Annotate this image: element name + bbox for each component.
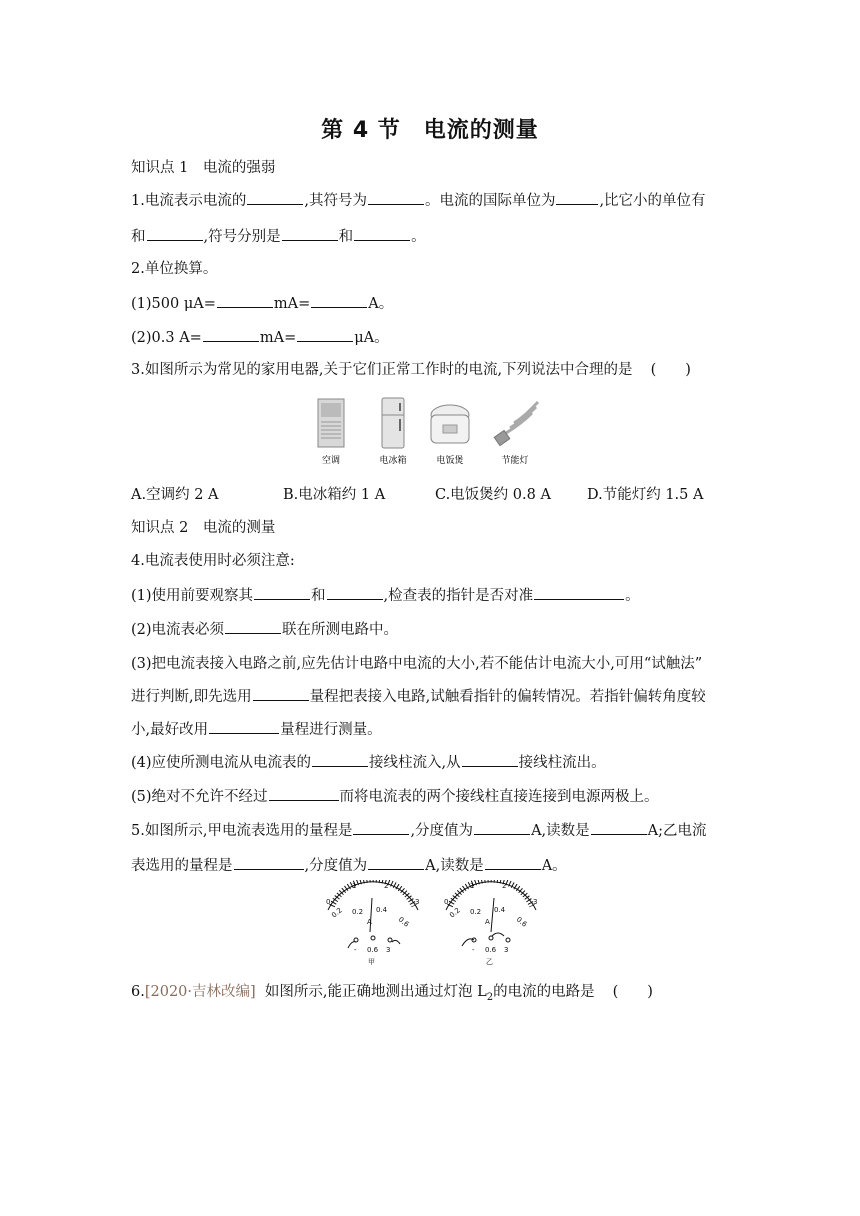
- scale-label: 0.2: [352, 908, 364, 916]
- q5-text: A,读数是: [531, 823, 590, 839]
- appliances-figure: [310, 395, 550, 470]
- air-conditioner-image: [318, 399, 344, 447]
- answer-paren[interactable]: ( ): [650, 362, 691, 378]
- q1-text-h: 。: [411, 229, 426, 245]
- q1-text-g: 和: [338, 229, 354, 245]
- ammeter-jia: [326, 880, 419, 966]
- q4-text: (1)使用前要观察其: [131, 588, 254, 604]
- q4-text: 量程把表接入电路,试触看指针的偏转情况。若指针偏转角度较: [309, 689, 706, 705]
- q1-text-e: 和: [131, 229, 146, 245]
- q4-text: (2)电流表必须: [131, 622, 225, 638]
- q4-text: 而将电流表的两个接线柱直接连接到电源两极上。: [339, 789, 659, 805]
- unit-label: A: [367, 918, 372, 926]
- answer-blank[interactable]: [353, 820, 409, 835]
- q6-stem: 6.[2020·吉林改编] 如图所示,能正确地测出通过灯泡 $L_2$的电流的电路是 ( ): [131, 984, 653, 1003]
- caption-energy-saving-lamp: 节能灯: [501, 456, 529, 466]
- scale-label: 0.6: [396, 915, 411, 929]
- meter-label: 甲: [368, 958, 375, 966]
- q2-line-2: [131, 327, 389, 348]
- answer-blank[interactable]: [209, 719, 279, 734]
- q1-line-2: [131, 226, 426, 247]
- needle: [370, 898, 372, 932]
- page-title: 第 4 节 电流的测量: [321, 118, 539, 143]
- terminal-label: 0.6: [485, 946, 497, 954]
- q3-options: [131, 485, 703, 505]
- answer-blank[interactable]: [556, 190, 598, 205]
- q4-line-2: [131, 619, 398, 640]
- q1-text-d: ,比它小的单位有: [599, 193, 706, 209]
- answer-blank[interactable]: [591, 820, 647, 835]
- answer-blank[interactable]: [254, 585, 310, 600]
- q5-text: ,分度值为: [410, 823, 474, 839]
- q6-subscript: 2: [486, 991, 494, 1003]
- answer-blank[interactable]: [269, 786, 339, 801]
- q2-text: mA=: [259, 330, 297, 346]
- q5-text: A。: [541, 858, 567, 874]
- q3-stem: [131, 360, 691, 380]
- scale-label: 0.6: [514, 915, 529, 929]
- knowledge-point-2: 知识点 2 电流的测量: [131, 520, 276, 536]
- refrigerator-image: [382, 398, 404, 448]
- terminal-label: 3: [504, 946, 509, 954]
- answer-blank[interactable]: [368, 190, 424, 205]
- answer-blank[interactable]: [368, 855, 424, 870]
- q6-source: [2020·吉林改编]: [144, 984, 256, 1000]
- q4-text: 量程进行测量。: [280, 722, 382, 738]
- q4-text: 进行判断,即先选用: [131, 689, 252, 705]
- q5-line-2: [131, 855, 567, 876]
- q4-text: 联在所测电路中。: [282, 622, 399, 638]
- q4-head: 4.电流表使用时必须注意:: [131, 553, 295, 569]
- unit-label: A: [485, 918, 490, 926]
- scale-label: 0.2: [470, 908, 482, 916]
- q4-line-1: [131, 585, 640, 606]
- q4-text: (4)应使所测电流从电流表的: [131, 755, 312, 771]
- q1-text-c: 。电流的国际单位为: [424, 193, 556, 209]
- option-d[interactable]: D.节能灯约 1.5 A: [587, 487, 704, 503]
- q4-line-4: [131, 686, 706, 707]
- scale-label: 0: [444, 898, 449, 906]
- q4-text: ,检查表的指针是否对准: [383, 588, 534, 604]
- q4-text: 小,最好改用: [131, 722, 209, 738]
- q6-stem-text: 如图所示,能正确地测出通过灯泡 L: [264, 984, 487, 1000]
- q4-line-6: [131, 752, 606, 773]
- q1-text-a: 1.电流表示电流的: [131, 193, 247, 209]
- option-a[interactable]: A.空调约 2 A: [131, 487, 219, 503]
- answer-blank[interactable]: [147, 226, 203, 241]
- q5-text: A,读数是: [425, 858, 484, 874]
- answer-blank[interactable]: [534, 585, 624, 600]
- answer-blank[interactable]: [217, 293, 273, 308]
- ammeter-yi: [444, 880, 537, 966]
- answer-paren[interactable]: ( ): [612, 984, 653, 1000]
- answer-blank[interactable]: [234, 855, 304, 870]
- needle: [491, 898, 494, 932]
- answer-blank[interactable]: [462, 752, 518, 767]
- q1-text-b: ,其符号为: [304, 193, 367, 209]
- answer-blank[interactable]: [203, 327, 259, 342]
- caption-rice-cooker: 电饭煲: [436, 456, 464, 466]
- q2-text: μA。: [354, 330, 389, 346]
- scale-label: 0.4: [494, 906, 506, 914]
- scale-label: 1: [470, 882, 475, 890]
- scale-label: 1: [352, 882, 357, 890]
- rice-cooker-image: [431, 405, 469, 443]
- q5-text: A;乙电流: [647, 823, 707, 839]
- option-c[interactable]: C.电饭煲约 0.8 A: [435, 487, 551, 503]
- answer-blank[interactable]: [354, 226, 410, 241]
- q2-line-1: [131, 293, 393, 314]
- terminal-label: 3: [386, 946, 391, 954]
- terminal-label: 0.6: [367, 946, 379, 954]
- answer-blank[interactable]: [474, 820, 530, 835]
- answer-blank[interactable]: [312, 752, 368, 767]
- scale-label: 0.2: [330, 906, 344, 920]
- answer-blank[interactable]: [311, 293, 367, 308]
- q5-line-1: [131, 820, 707, 841]
- q4-text: 。: [625, 588, 640, 604]
- terminal-label: -: [472, 946, 475, 954]
- q4-text: 接线柱流出。: [518, 755, 606, 771]
- ammeters-figure: [318, 880, 548, 970]
- q4-line-3: (3)把电流表接入电路之前,应先估计电路中电流的大小,若不能估计电流大小,可用“试触法”: [131, 656, 703, 672]
- q1-line-1: [131, 190, 706, 211]
- meter-label: 乙: [486, 958, 493, 966]
- q2-text: mA=: [273, 296, 311, 312]
- scale-label: 0.4: [376, 906, 388, 914]
- q3-stem-text: 3.如图所示为常见的家用电器,关于它们正常工作时的电流,下列说法中合理的是: [131, 362, 633, 378]
- q4-text: 接线柱流入,从: [369, 755, 461, 771]
- q4-text: (5)绝对不允许不经过: [131, 789, 268, 805]
- caption-refrigerator: 电冰箱: [379, 456, 407, 466]
- q5-text: ,分度值为: [304, 858, 368, 874]
- answer-blank[interactable]: [297, 327, 353, 342]
- answer-blank[interactable]: [253, 686, 309, 701]
- q2-head: 2.单位换算。: [131, 261, 218, 277]
- answer-blank[interactable]: [247, 190, 303, 205]
- terminal-label: -: [354, 946, 357, 954]
- answer-blank[interactable]: [282, 226, 338, 241]
- scale-label: 3: [533, 898, 538, 906]
- option-b[interactable]: B.电冰箱约 1 A: [283, 487, 386, 503]
- scale-label: 2: [384, 882, 389, 890]
- knowledge-point-1: 知识点 1 电流的强弱: [131, 160, 276, 176]
- caption-air-conditioner: 空调: [321, 456, 341, 466]
- scale-label: 0: [326, 898, 331, 906]
- scale-label: 0.2: [448, 906, 462, 920]
- q5-text: 表选用的量程是: [131, 858, 233, 874]
- q4-line-7: [131, 786, 659, 807]
- energy-saving-lamp-image: [494, 402, 538, 446]
- answer-blank[interactable]: [485, 855, 541, 870]
- scale-label: 2: [502, 882, 507, 890]
- q1-text-f: ,符号分别是: [203, 229, 281, 245]
- q6-stem-text: 的电流的电路是: [493, 984, 595, 1000]
- q2-text: A。: [368, 296, 394, 312]
- answer-blank[interactable]: [327, 585, 383, 600]
- q4-line-5: [131, 719, 382, 740]
- q5-text: 5.如图所示,甲电流表选用的量程是: [131, 823, 353, 839]
- q4-text: 和: [311, 588, 326, 604]
- q2-text: (1)500 μA=: [131, 296, 216, 312]
- scale-label: 3: [415, 898, 420, 906]
- answer-blank[interactable]: [225, 619, 281, 634]
- q2-text: (2)0.3 A=: [131, 330, 202, 346]
